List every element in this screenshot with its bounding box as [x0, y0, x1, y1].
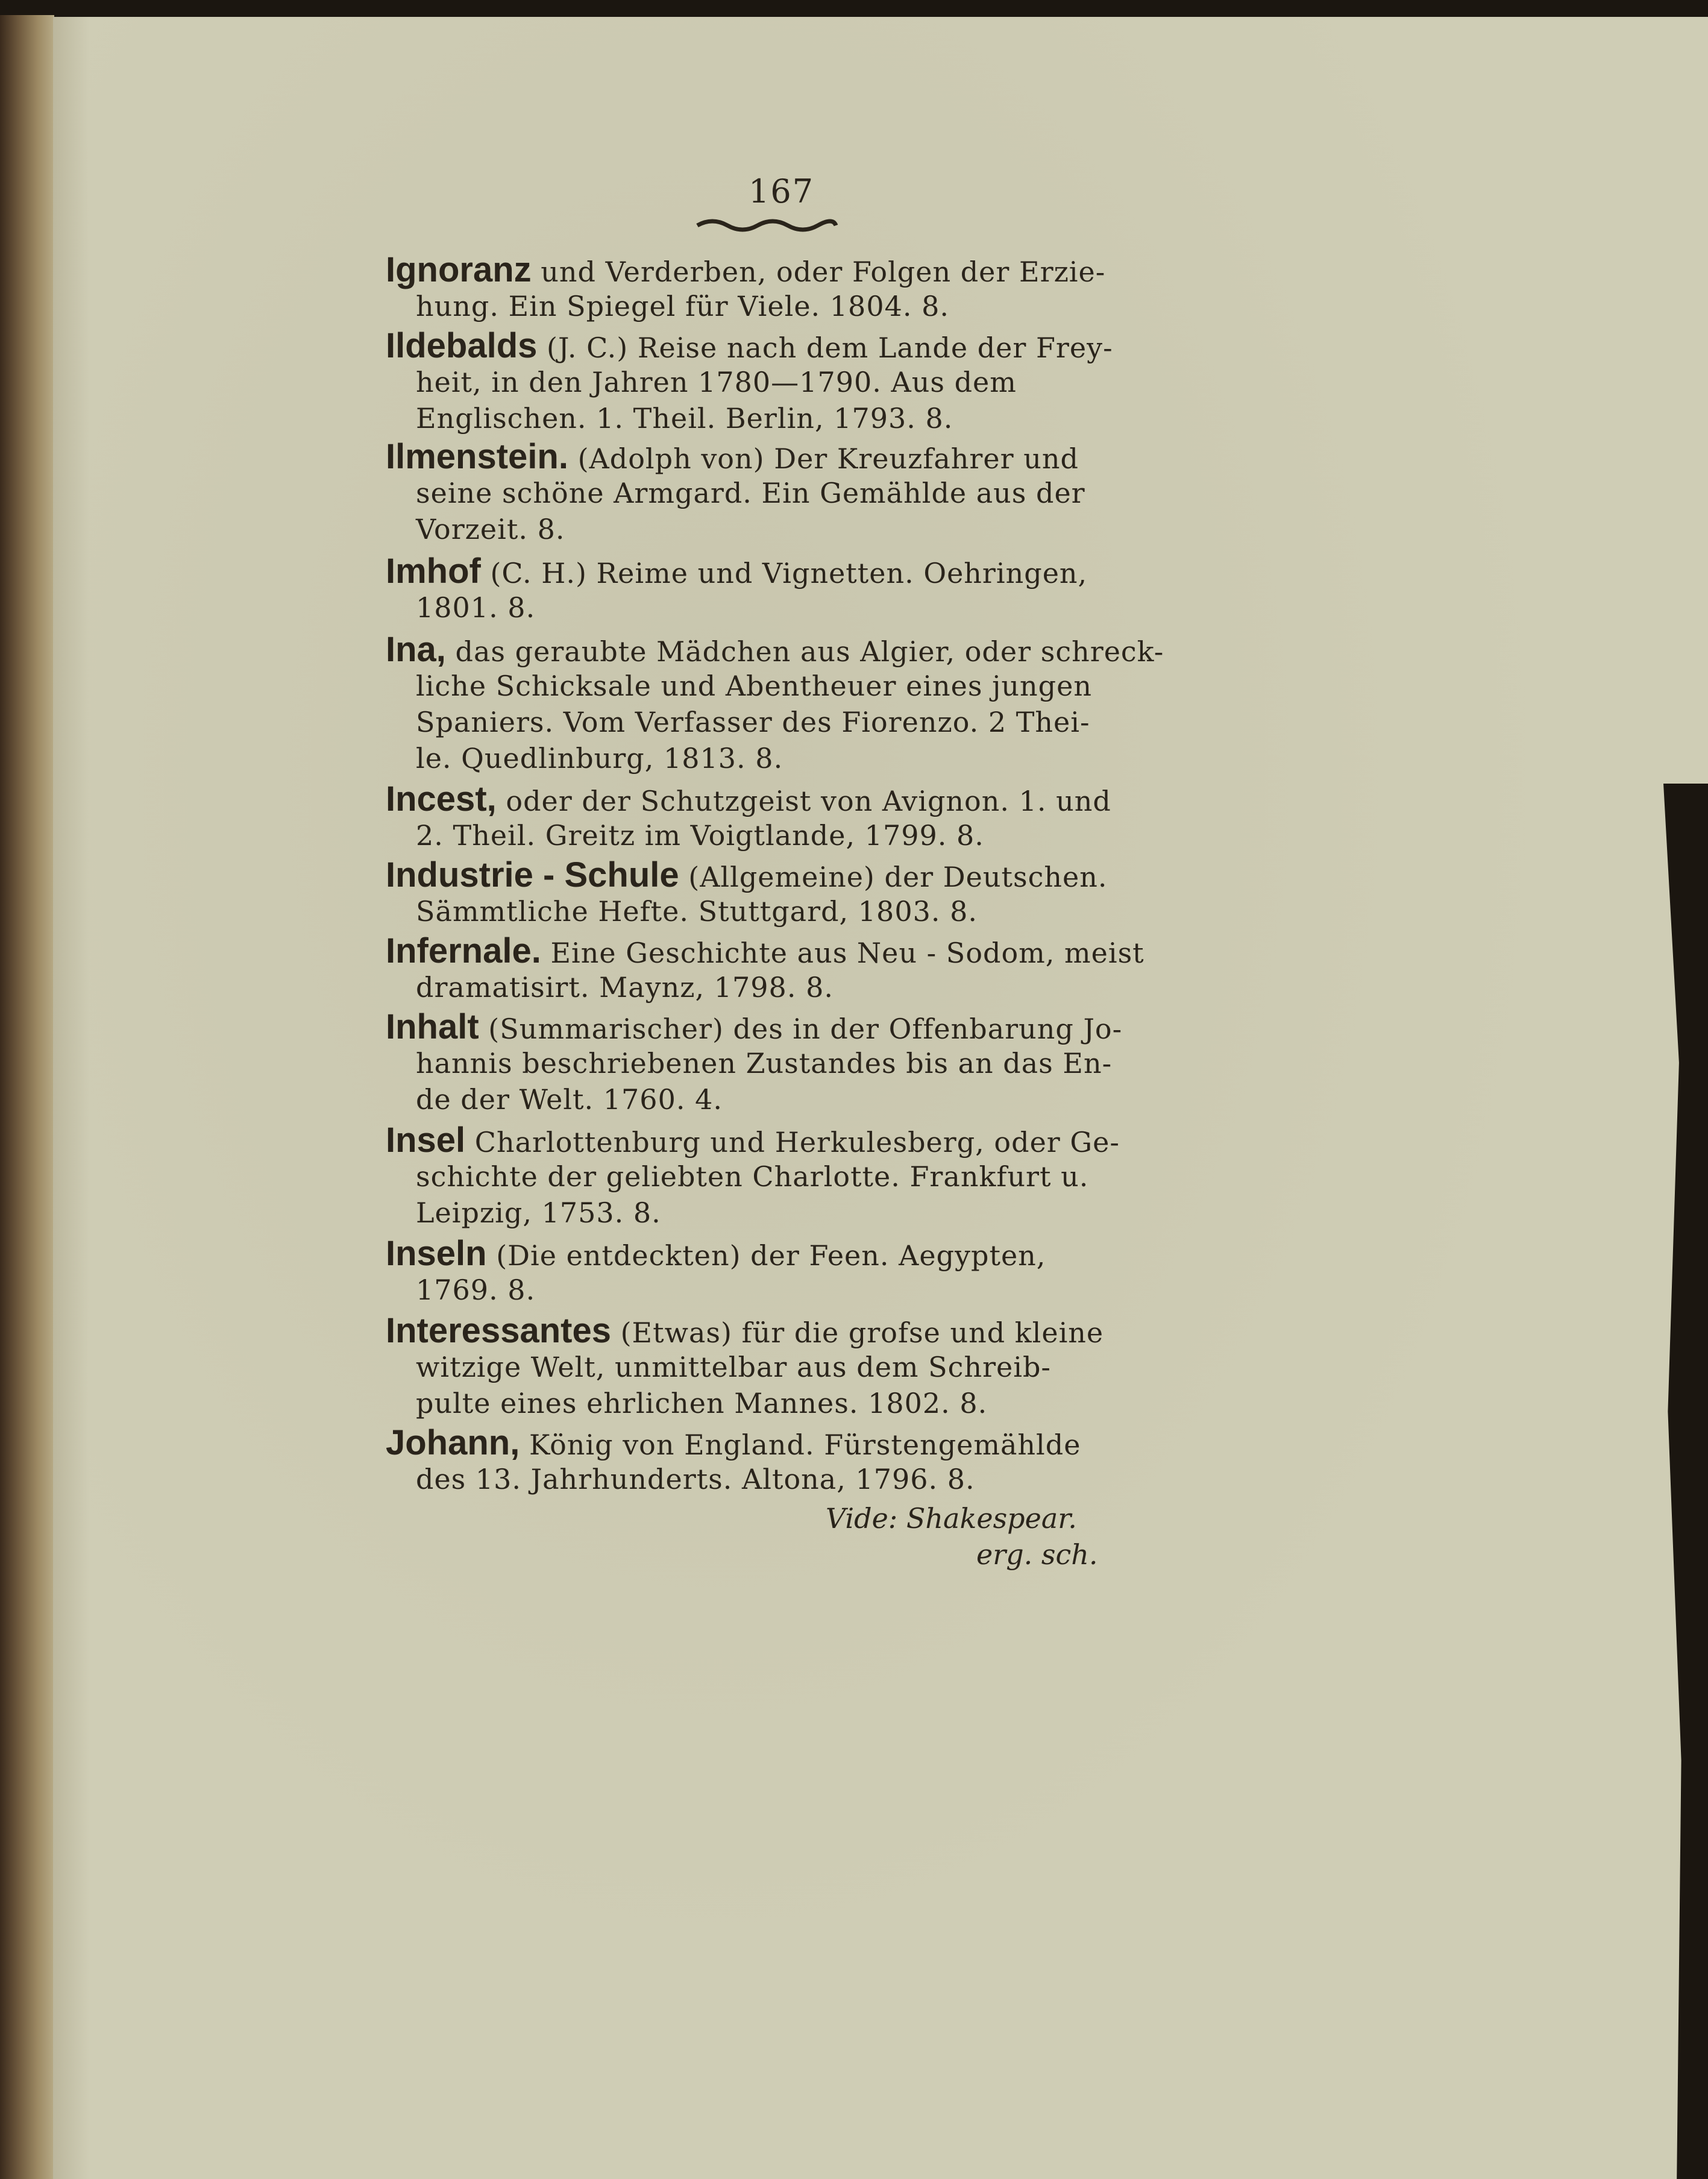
ornament-rule: [694, 215, 839, 233]
entry-line: hannis beschriebenen Zustandes bis an das En-: [416, 1047, 1113, 1080]
entry-line: de der Welt. 1760. 4.: [416, 1083, 723, 1116]
entry-headword: Incest,: [386, 779, 497, 819]
entry-headword: Insel: [386, 1121, 466, 1160]
entry-text: Charlottenburg und Herkulesberg, oder Ge-: [465, 1126, 1120, 1159]
entry-headword: Ilmenstein.: [386, 437, 568, 476]
entry-text: (Summarischer) des in der Offenbarung Jo-: [479, 1013, 1123, 1045]
cross-reference-abbrev: erg. sch.: [976, 1538, 1098, 1571]
entry-line: heit, in den Jahren 1780—1790. Aus dem: [416, 366, 1017, 398]
entry-headword: Johann,: [386, 1423, 520, 1462]
entry-line: dramatisirt. Maynz, 1798. 8.: [416, 971, 834, 1004]
entry-line: [386, 437, 1079, 476]
entry-text: (Allgemeine) der Deutschen.: [679, 861, 1108, 893]
entry-line: 2. Theil. Greitz im Voigtlande, 1799. 8.: [416, 819, 984, 852]
entry-line: Englischen. 1. Theil. Berlin, 1793. 8.: [416, 402, 953, 435]
entry-text: (C. H.) Reime und Vignetten. Oehringen,: [480, 557, 1088, 590]
entry-line: Spaniers. Vom Verfasser des Fiorenzo. 2 Thei-: [416, 706, 1090, 738]
entry-line: Sämmtliche Hefte. Stuttgard, 1803. 8.: [416, 895, 978, 928]
entry-line: liche Schicksale und Abentheuer eines jungen: [416, 670, 1092, 702]
entry-line: Vorzeit. 8.: [416, 513, 565, 546]
entry-line: [386, 1234, 1046, 1273]
left-page-edge: [0, 15, 54, 2179]
entry-line: [386, 630, 1164, 669]
entry-headword: Interessantes: [386, 1311, 611, 1350]
entry-line: [386, 1423, 1081, 1462]
entry-headword: Ildebalds: [386, 326, 538, 365]
entry-text: (Die entdeckten) der Feen. Aegypten,: [486, 1239, 1046, 1272]
entry-line: [386, 552, 1088, 591]
entry-line: [386, 1311, 1104, 1350]
entry-headword: Inhalt: [386, 1007, 479, 1046]
entry-headword: Industrie - Schule: [386, 855, 679, 895]
entry-line: [386, 779, 1111, 819]
entry-line: pulte eines ehrlichen Mannes. 1802. 8.: [416, 1387, 988, 1420]
entry-line: [386, 1121, 1120, 1160]
entry-text: oder der Schutzgeist von Avignon. 1. und: [496, 785, 1111, 817]
entry-line: witzige Welt, unmittelbar aus dem Schreib-: [416, 1351, 1051, 1383]
entry-line: 1769. 8.: [416, 1274, 536, 1306]
entry-line: seine schöne Armgard. Ein Gemählde aus der: [416, 477, 1085, 509]
entry-line: 1801. 8.: [416, 591, 536, 624]
entry-headword: Inseln: [386, 1234, 487, 1273]
entry-line: [386, 326, 1113, 365]
entry-headword: Infernale.: [386, 931, 541, 970]
entry-text: (J. C.) Reise nach dem Lande der Frey-: [537, 332, 1113, 364]
entry-line: schichte der geliebten Charlotte. Frankfurt u.: [416, 1160, 1089, 1193]
entry-text: König von England. Fürstengemählde: [520, 1429, 1081, 1461]
entry-headword: Ignoranz: [386, 250, 532, 289]
entry-line: des 13. Jahrhunderts. Altona, 1796. 8.: [416, 1463, 975, 1495]
page-number: 167: [749, 172, 815, 210]
entry-headword: Ina,: [386, 630, 446, 669]
entry-line: [386, 855, 1108, 895]
entry-text: Eine Geschichte aus Neu - Sodom, meist: [541, 937, 1144, 969]
entry-headword: Imhof: [386, 552, 481, 591]
entry-line: [386, 250, 1106, 289]
cross-reference: Vide: Shakespear.: [826, 1502, 1077, 1535]
entry-text: das geraubte Mädchen aus Algier, oder schreck-: [445, 635, 1164, 668]
entry-line: [386, 931, 1144, 970]
entry-text: und Verderben, oder Folgen der Erzie-: [531, 256, 1106, 288]
entry-line: le. Quedlinburg, 1813. 8.: [416, 742, 783, 775]
entry-line: hung. Ein Spiegel für Viele. 1804. 8.: [416, 290, 949, 322]
entry-text: (Adolph von) Der Kreuzfahrer und: [568, 442, 1079, 475]
entry-text: (Etwas) für die grofse und kleine: [611, 1316, 1104, 1349]
entry-line: Leipzig, 1753. 8.: [416, 1196, 661, 1229]
entry-line: [386, 1007, 1123, 1046]
